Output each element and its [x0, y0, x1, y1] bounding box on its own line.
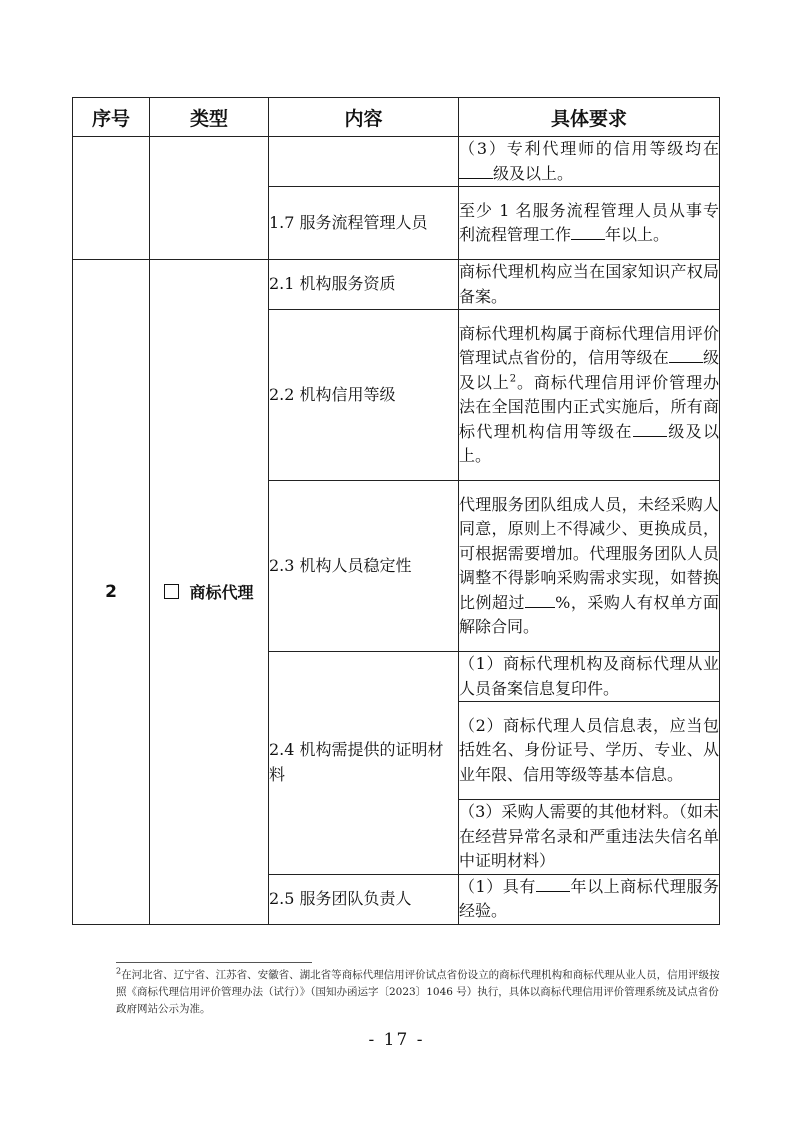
fill-blank	[633, 422, 667, 437]
requirement-2-3: 代理服务团队组成人员，未经采购人同意，原则上不得减少、更换成员，可根据需要增加。代理服务团队人员调整不得影响采购需求实现，如替换比例超过 %，采购人有权单方面解除合同。	[459, 481, 720, 652]
requirement-2-4-3: （3）采购人需要的其他材料。（如未在经营异常名录和严重违法失信名单中证明材料）	[459, 800, 720, 875]
fill-blank	[459, 164, 493, 179]
seq-number: 2	[73, 260, 150, 925]
checkbox-trademark[interactable]	[164, 584, 179, 599]
fill-blank	[536, 877, 570, 892]
table-row	[73, 137, 720, 187]
type-trademark: 商标代理	[150, 260, 269, 925]
content-2-5: 2.5 服务团队负责人	[269, 874, 459, 924]
content-2-3: 2.3 机构人员稳定性	[269, 481, 459, 652]
header-requirement: 具体要求	[459, 98, 720, 137]
page-number: - 17 -	[368, 1030, 425, 1050]
footnote-marker: 2	[116, 966, 122, 976]
requirement-2-4-1: （1）商标代理机构及商标代理从业人员备案信息复印件。	[459, 652, 720, 702]
footnote	[116, 967, 720, 1018]
table-header-row	[73, 98, 720, 137]
footnote-divider	[116, 962, 312, 963]
footnote-text: 在河北省、辽宁省、江苏省、安徽省、湖北省等商标代理信用评价试点省份设立的商标代理机构和商标代理从业人员，信用评级按照《商标代理信用评价管理办法（试行）》（国知办函运字〔2023〕1046 号）执行，具体以商标代理信用评价管理系统及试点省份政府网站公示为准。	[116, 969, 720, 1015]
requirement-2-1: 商标代理机构应当在国家知识产权局备案。	[459, 260, 720, 310]
requirement-2-5: （1）具有 年以上商标代理服务经验。	[459, 874, 720, 924]
content-2-4: 2.4 机构需提供的证明材料	[269, 652, 459, 875]
fill-blank	[525, 593, 555, 608]
content-2-2: 2.2 机构信用等级	[269, 310, 459, 481]
table-row	[73, 260, 720, 310]
requirement-1-6-3: （3）专利代理师的信用等级均在级及以上。	[459, 137, 720, 187]
header-type: 类型	[150, 98, 269, 137]
header-content: 内容	[269, 98, 459, 137]
fill-blank	[571, 225, 605, 240]
content-2-1: 2.1 机构服务资质	[269, 260, 459, 310]
requirements-table	[72, 97, 720, 925]
type-cell-empty	[150, 137, 269, 260]
content-1-7: 1.7 服务流程管理人员	[269, 187, 459, 260]
content-cell-empty	[269, 137, 459, 187]
requirement-2-2: 商标代理机构属于商标代理信用评价管理试点省份的，信用等级在 级及以上$^2$。商标代理信用评价管理办法在全国范围内正式实施后，所有商标代理机构信用等级在 级及以上。	[459, 310, 720, 481]
requirement-1-7: 至少 1 名服务流程管理人员从事专利流程管理工作 年以上。	[459, 187, 720, 260]
seq-cell-empty	[73, 137, 150, 260]
header-seq: 序号	[73, 98, 150, 137]
requirement-2-4-2: （2）商标代理人员信息表，应当包括姓名、身份证号、学历、专业、从业年限、信用等级等基本信息。	[459, 702, 720, 800]
fill-blank	[669, 348, 703, 363]
